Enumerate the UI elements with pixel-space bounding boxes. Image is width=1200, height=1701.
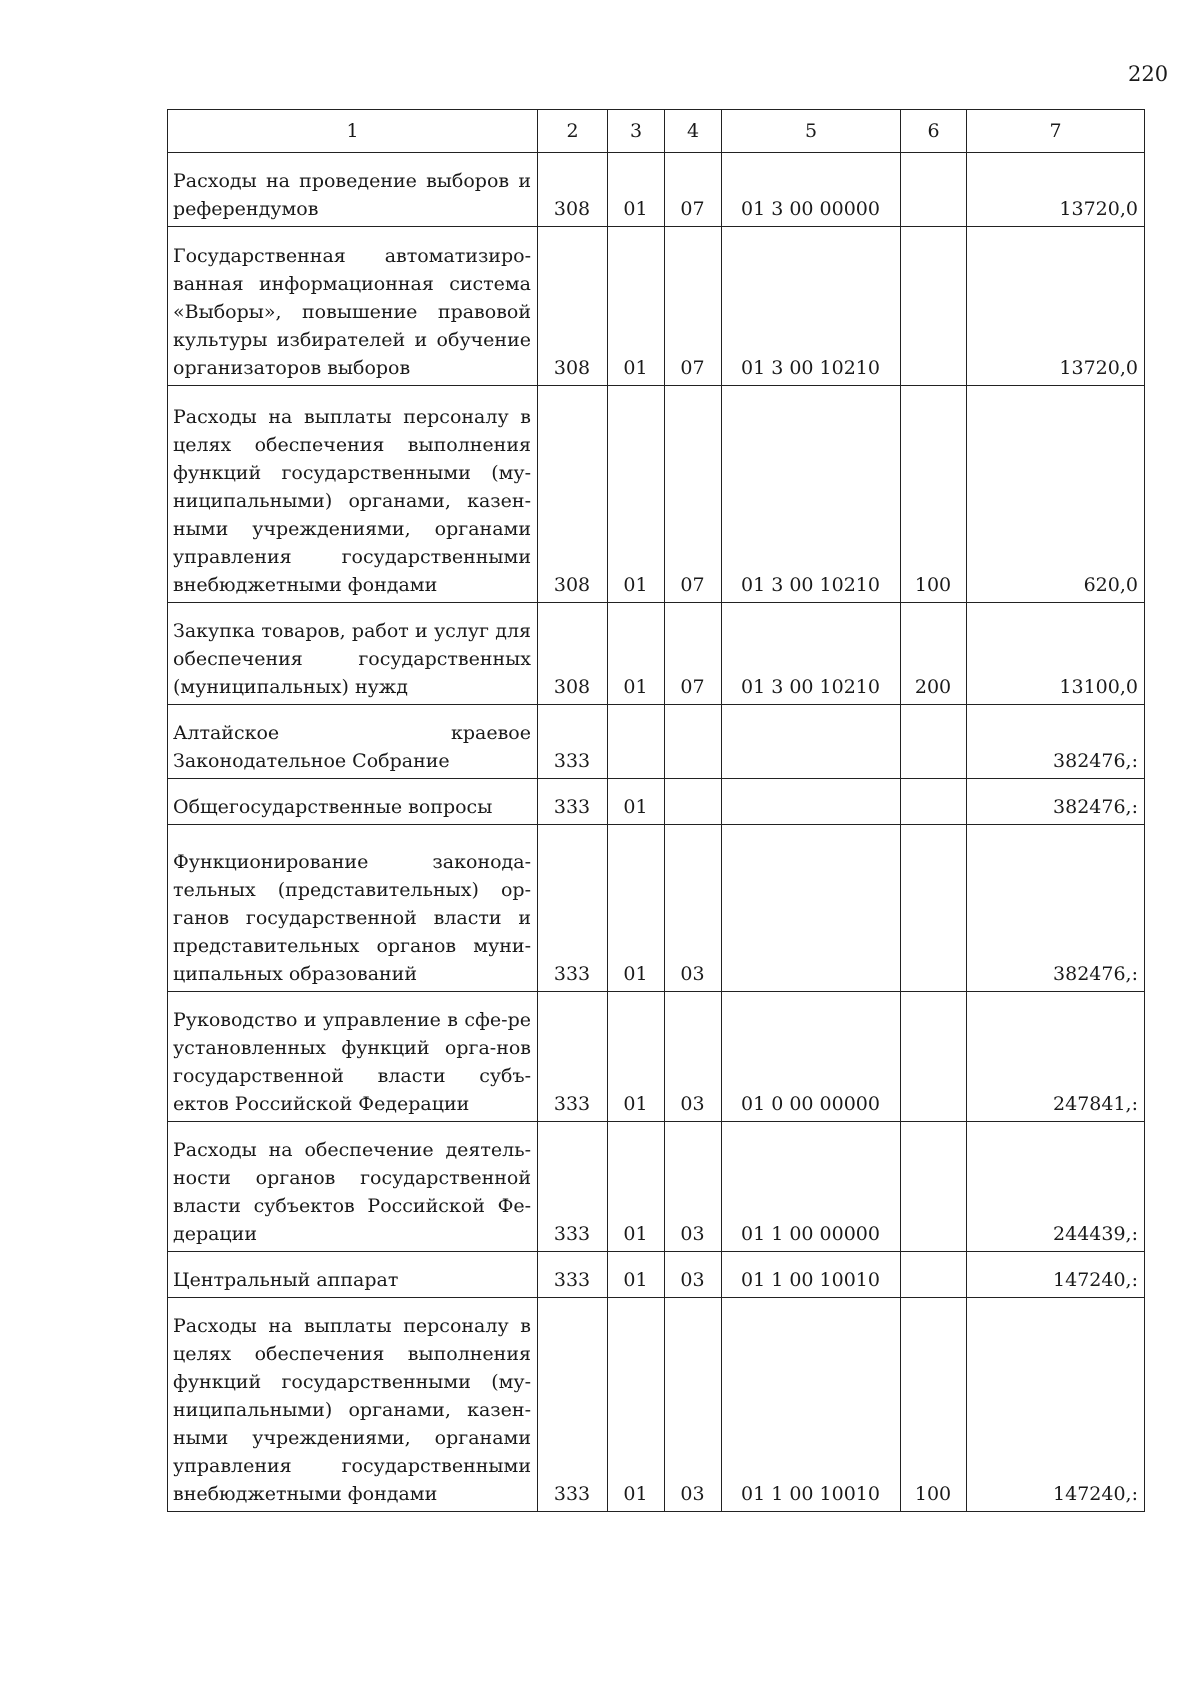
cell-admin-code: 333 bbox=[538, 705, 608, 779]
cell-target-article: 01 1 00 10010 bbox=[722, 1298, 901, 1512]
table-row bbox=[168, 705, 1145, 779]
table-row bbox=[168, 1298, 1145, 1512]
cell-target-article: 01 3 00 10210 bbox=[722, 386, 901, 603]
cell-subsection: 07 bbox=[665, 153, 722, 227]
row-name: Общегосударственные вопросы bbox=[168, 779, 538, 825]
page-number: 220 bbox=[1128, 62, 1169, 86]
cell-subsection bbox=[665, 779, 722, 825]
cell-amount: 13720,0 bbox=[967, 153, 1145, 227]
cell-admin-code: 333 bbox=[538, 1298, 608, 1512]
budget-table bbox=[167, 109, 1145, 1512]
row-name: Центральный аппарат bbox=[168, 1252, 538, 1298]
cell-section: 01 bbox=[608, 603, 665, 705]
column-header: 6 bbox=[901, 110, 967, 153]
cell-expense-type: 100 bbox=[901, 386, 967, 603]
cell-subsection: 07 bbox=[665, 227, 722, 386]
cell-subsection bbox=[665, 705, 722, 779]
row-name: Расходы на выплаты персоналу в целях обеспечения выполнения функций государственными (му-ниципальными) органами, казен-ными учреждениями, органами управления государственными внебюджетными фондами bbox=[168, 386, 538, 603]
row-name: Руководство и управление в сфе-ре установленных функций орга-нов государственной власти субъ-ектов Российской Федерации bbox=[168, 992, 538, 1122]
table-row bbox=[168, 779, 1145, 825]
cell-subsection: 03 bbox=[665, 992, 722, 1122]
cell-amount: 13100,0 bbox=[967, 603, 1145, 705]
row-name: Расходы на выплаты персоналу в целях обеспечения выполнения функций государственными (му-ниципальными) органами, казен-ными учреждениями, органами управления государственными внебюджетными фондами bbox=[168, 1298, 538, 1512]
table-row bbox=[168, 227, 1145, 386]
cell-expense-type bbox=[901, 992, 967, 1122]
cell-subsection: 03 bbox=[665, 1122, 722, 1252]
cell-subsection: 07 bbox=[665, 603, 722, 705]
table-header-row bbox=[168, 110, 1145, 153]
cell-amount: 382476,: bbox=[967, 825, 1145, 992]
cell-section: 01 bbox=[608, 1298, 665, 1512]
cell-target-article: 01 3 00 00000 bbox=[722, 153, 901, 227]
cell-section: 01 bbox=[608, 1122, 665, 1252]
cell-section: 01 bbox=[608, 227, 665, 386]
cell-amount: 247841,: bbox=[967, 992, 1145, 1122]
cell-target-article: 01 3 00 10210 bbox=[722, 603, 901, 705]
cell-expense-type bbox=[901, 153, 967, 227]
row-name: Расходы на обеспечение деятель-ности органов государственной власти субъектов Российской Фе-дерации bbox=[168, 1122, 538, 1252]
cell-amount: 13720,0 bbox=[967, 227, 1145, 386]
column-header: 3 bbox=[608, 110, 665, 153]
cell-admin-code: 333 bbox=[538, 992, 608, 1122]
column-header: 4 bbox=[665, 110, 722, 153]
cell-target-article bbox=[722, 779, 901, 825]
cell-admin-code: 333 bbox=[538, 1122, 608, 1252]
row-name: Расходы на проведение выборов и референдумов bbox=[168, 153, 538, 227]
cell-expense-type bbox=[901, 227, 967, 386]
cell-section: 01 bbox=[608, 386, 665, 603]
row-name: Государственная автоматизиро-ванная информационная система «Выборы», повышение правовой культуры избирателей и обучение организаторов выборов bbox=[168, 227, 538, 386]
cell-section: 01 bbox=[608, 825, 665, 992]
cell-subsection: 07 bbox=[665, 386, 722, 603]
cell-target-article: 01 3 00 10210 bbox=[722, 227, 901, 386]
cell-amount: 147240,: bbox=[967, 1298, 1145, 1512]
cell-amount: 382476,: bbox=[967, 705, 1145, 779]
cell-section: 01 bbox=[608, 153, 665, 227]
table-row bbox=[168, 603, 1145, 705]
cell-admin-code: 333 bbox=[538, 825, 608, 992]
cell-expense-type: 100 bbox=[901, 1298, 967, 1512]
cell-section: 01 bbox=[608, 779, 665, 825]
cell-target-article bbox=[722, 825, 901, 992]
column-header: 2 bbox=[538, 110, 608, 153]
cell-target-article bbox=[722, 705, 901, 779]
cell-amount: 620,0 bbox=[967, 386, 1145, 603]
cell-admin-code: 308 bbox=[538, 153, 608, 227]
cell-admin-code: 333 bbox=[538, 1252, 608, 1298]
table-row bbox=[168, 153, 1145, 227]
cell-expense-type bbox=[901, 1122, 967, 1252]
cell-expense-type bbox=[901, 825, 967, 992]
cell-section: 01 bbox=[608, 1252, 665, 1298]
column-header: 7 bbox=[967, 110, 1145, 153]
cell-subsection: 03 bbox=[665, 1298, 722, 1512]
row-name: Алтайское краевое Законодательное Собрание bbox=[168, 705, 538, 779]
cell-section bbox=[608, 705, 665, 779]
cell-expense-type bbox=[901, 705, 967, 779]
cell-amount: 244439,: bbox=[967, 1122, 1145, 1252]
cell-expense-type: 200 bbox=[901, 603, 967, 705]
table-row bbox=[168, 1252, 1145, 1298]
column-header: 1 bbox=[168, 110, 538, 153]
cell-amount: 382476,: bbox=[967, 779, 1145, 825]
cell-expense-type bbox=[901, 779, 967, 825]
cell-target-article: 01 1 00 10010 bbox=[722, 1252, 901, 1298]
cell-subsection: 03 bbox=[665, 1252, 722, 1298]
table-row bbox=[168, 825, 1145, 992]
cell-admin-code: 333 bbox=[538, 779, 608, 825]
cell-admin-code: 308 bbox=[538, 386, 608, 603]
table-row bbox=[168, 1122, 1145, 1252]
row-name: Закупка товаров, работ и услуг для обеспечения государственных (муниципальных) нужд bbox=[168, 603, 538, 705]
cell-section: 01 bbox=[608, 992, 665, 1122]
table-row bbox=[168, 992, 1145, 1122]
cell-target-article: 01 1 00 00000 bbox=[722, 1122, 901, 1252]
cell-admin-code: 308 bbox=[538, 227, 608, 386]
cell-subsection: 03 bbox=[665, 825, 722, 992]
row-name: Функционирование законода-тельных (представительных) ор-ганов государственной власти и представительных органов муни-ципальных образований bbox=[168, 825, 538, 992]
cell-amount: 147240,: bbox=[967, 1252, 1145, 1298]
column-header: 5 bbox=[722, 110, 901, 153]
table-row bbox=[168, 386, 1145, 603]
cell-target-article: 01 0 00 00000 bbox=[722, 992, 901, 1122]
cell-admin-code: 308 bbox=[538, 603, 608, 705]
cell-expense-type bbox=[901, 1252, 967, 1298]
